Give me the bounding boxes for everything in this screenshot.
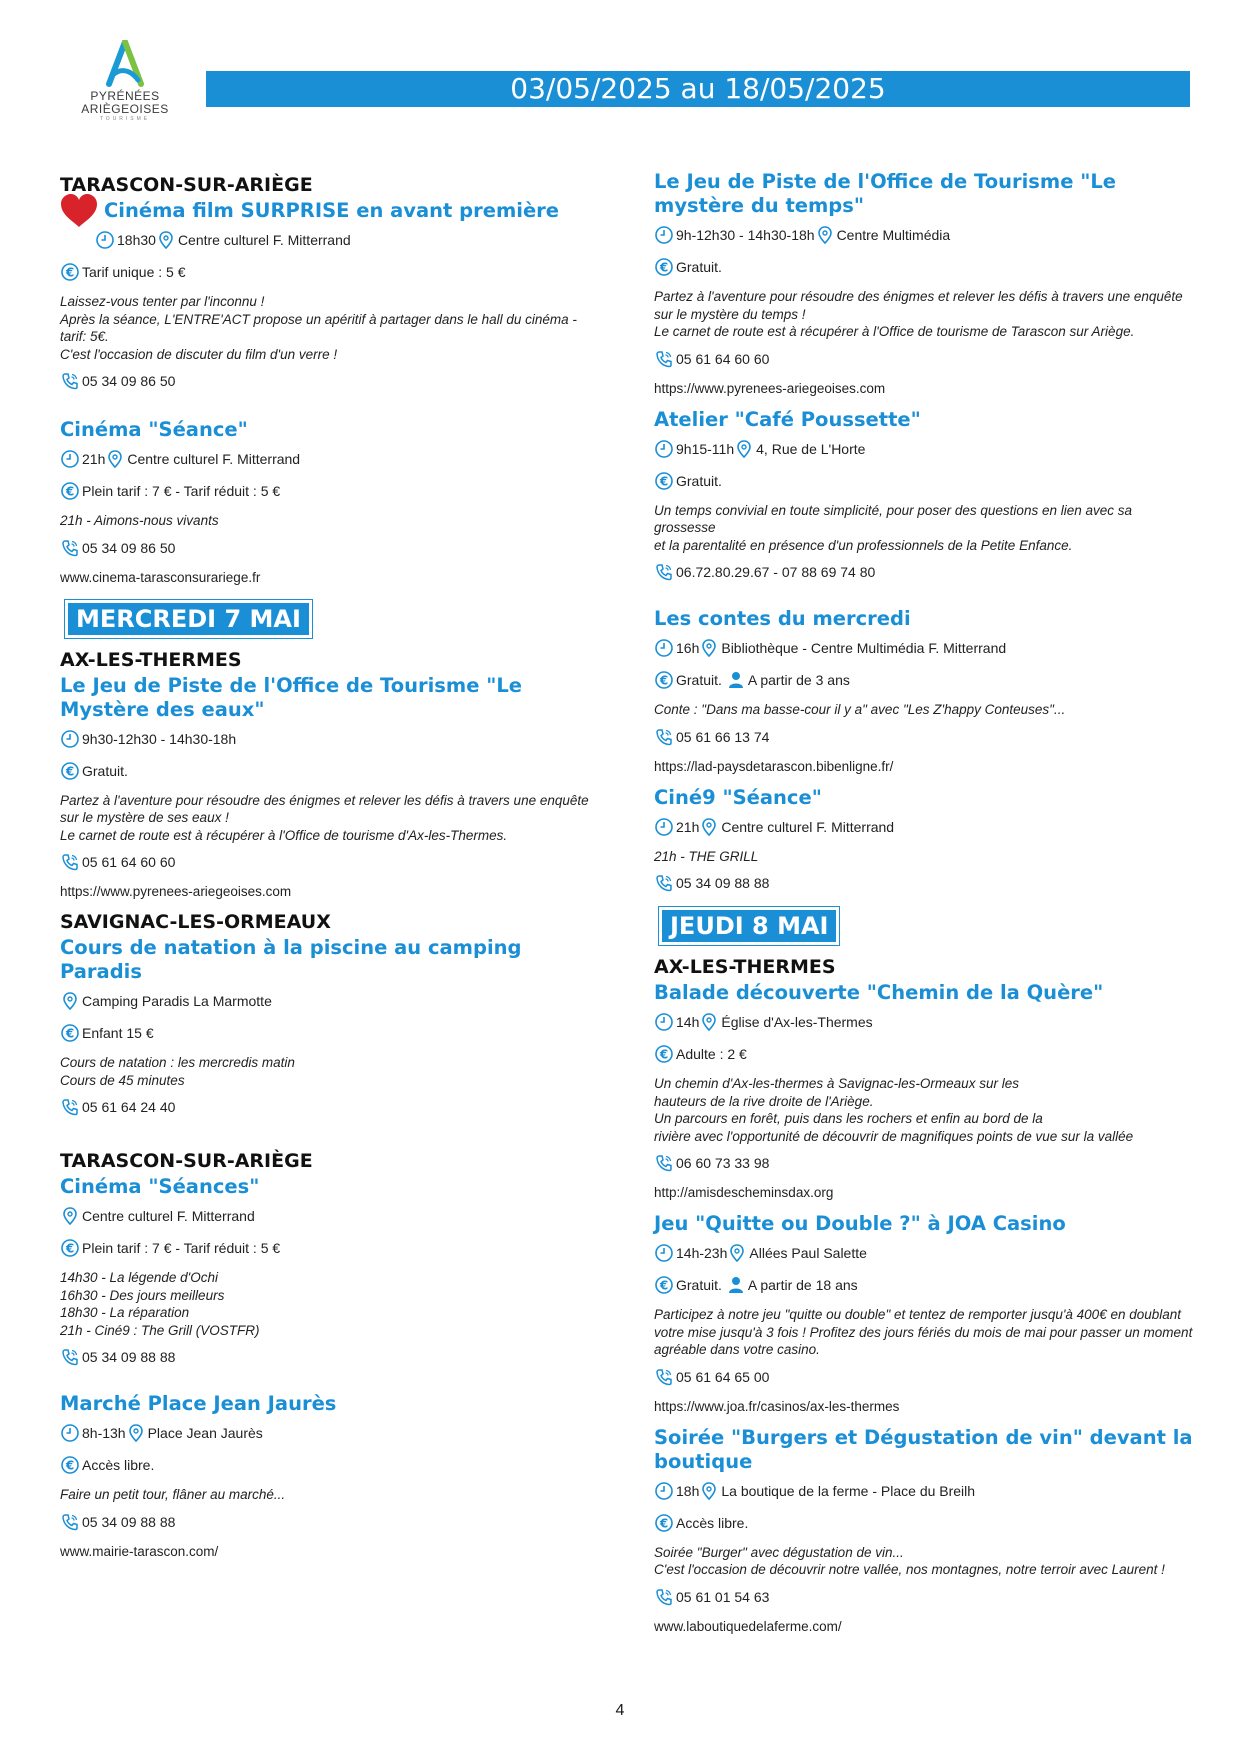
phone-icon [654,727,674,747]
euro-icon [654,1275,674,1295]
event-price [60,1237,605,1259]
location-pin-icon [734,439,754,459]
event-phone [60,1346,605,1368]
desc-line: Cours de 45 minutes [60,1072,185,1088]
event-time-place [654,438,1194,460]
town-heading: TARASCON-SUR-ARIÈGE [60,174,313,196]
desc-line: Un parcours en forêt, puis dans les rochers et enfin au bord de la [654,1111,1043,1126]
age-text: A partir de 18 ans [747,1277,858,1293]
desc-line: agréable dans votre casino. [654,1342,820,1357]
location-pin-icon [105,449,125,469]
event-time: 21h [82,451,106,467]
event-price [654,256,1194,278]
phone-icon [654,562,674,582]
phone-number[interactable]: 05 61 01 54 63 [676,1588,770,1605]
event-phone [60,1096,605,1118]
phone-number[interactable]: 05 61 64 60 60 [676,350,770,367]
event-time-place [60,448,605,470]
location-pin-icon [699,1481,719,1501]
event-title: Le Jeu de Piste de l'Office de Tourisme "Le mystère du temps" [654,170,1117,217]
phone-icon [654,1587,674,1607]
event-phone [60,851,605,873]
event-phone [654,726,1194,748]
event-place: Centre culturel F. Mitterrand [177,232,351,248]
event-description [60,792,605,845]
event-time-place [654,1242,1194,1264]
phone-number[interactable]: 06.72.80.29.67 - 07 88 69 74 80 [676,564,876,580]
price-text: Gratuit. [676,1277,722,1293]
event-phone [654,1152,1194,1174]
desc-line: Un chemin d'Ax-les-thermes à Savignac-les-Ormeaux sur les [654,1076,1019,1091]
event-url[interactable]: https://www.joa.fr/casinos/ax-les-thermes [654,1398,900,1414]
euro-icon [60,1023,80,1043]
event-url[interactable]: www.mairie-tarascon.com/ [60,1543,219,1559]
event-place: Place Jean Jaurès [147,1425,263,1441]
event-title: Jeu "Quitte ou Double ?" à JOA Casino [654,1212,1066,1235]
event-place [60,1205,605,1227]
event-title: Balade découverte "Chemin de la Quère" [654,981,1104,1004]
phone-number[interactable]: 05 34 09 86 50 [82,373,176,389]
desc-line: Un temps convivial en toute simplicité, pour poser des questions en lien avec sa grossesse [654,502,1133,535]
phone-icon [60,852,80,872]
event-time-place [654,1011,1194,1033]
event-place: Église d'Ax-les-Thermes [721,1014,873,1030]
clock-icon [654,1012,674,1032]
heart-icon [59,193,99,229]
event-place: 4, Rue de L'Horte [756,440,866,457]
event-phone [654,561,1194,583]
event-url[interactable]: https://lad-paysdetarascon.bibenligne.fr/ [654,758,894,774]
desc-line: 18h30 - La réparation [60,1305,190,1320]
location-pin-icon [156,230,176,250]
desc-line: Partez à l'aventure pour résoudre des énigmes et relever les défis à travers une enquête [654,289,1183,304]
euro-icon [654,1513,674,1533]
event-price [60,480,605,502]
event-title: Le Jeu de Piste de l'Office de Tourisme "Le Mystère des eaux" [60,673,523,721]
desc-line: 16h30 - Des jours meilleurs [60,1287,225,1303]
phone-number[interactable]: 05 61 66 13 74 [676,728,770,745]
event-description [654,288,1194,341]
right-column [654,170,1194,1646]
euro-icon [654,257,674,277]
event-url[interactable]: www.laboutiquedelaferme.com/ [654,1618,842,1634]
price-text: Enfant 15 € [82,1025,154,1041]
event-place: Allées Paul Salette [749,1245,867,1261]
desc-line: C'est l'occasion de discuter du film d'un verre ! [60,346,338,362]
euro-icon [60,761,80,781]
event-place-text: Centre culturel F. Mitterrand [82,1208,255,1224]
clock-icon [654,1481,674,1501]
price-text: Gratuit. [676,259,722,275]
event-description: Conte : "Dans ma basse-cour il y a" avec "Les Z'happy Conteuses"... [654,702,1066,717]
location-pin-icon [815,225,835,245]
event-price [60,1454,605,1476]
logo-line1: PYRÉNÉES [90,89,160,103]
event-time: 9h15-11h [676,440,735,457]
event-time: 18h30 [117,232,156,248]
event-title-text: Cinéma film SURPRISE en avant première [104,199,560,222]
phone-icon [60,1097,80,1117]
event-price [60,1022,605,1044]
event-price [654,470,1194,492]
desc-line: Le carnet de route est à récupérer à l'Office de tourisme de Tarascon sur Ariège. [654,324,1135,339]
phone-number[interactable]: 05 61 64 60 60 [82,854,176,870]
event-place: Centre culturel F. Mitterrand [127,451,301,467]
event-time-place [95,229,605,251]
event-price [654,1274,1194,1296]
phone-icon [654,1153,674,1173]
event-time: 16h [676,640,700,656]
date-range-banner: 03/05/2025 au 18/05/2025 [206,71,1190,107]
phone-icon [60,538,80,558]
logo-line2: ARIÈGEOISES [81,102,169,116]
person-icon [726,1275,746,1295]
price-text: Tarif unique : 5 € [82,264,186,280]
event-place-text: Camping Paradis La Marmotte [82,993,272,1009]
phone-icon [654,349,674,369]
clock-icon [95,230,115,250]
euro-icon [654,471,674,491]
location-pin-icon [126,1423,146,1443]
desc-line: Cours de natation : les mercredis matin [60,1055,295,1070]
phone-number[interactable]: 05 34 09 88 88 [676,875,770,891]
location-pin-icon [60,991,80,1011]
phone-number[interactable]: 05 34 09 86 50 [82,539,176,556]
clock-icon [60,449,80,469]
event-place: Centre culturel F. Mitterrand [721,818,895,835]
desc-line: Après la séance, L'ENTRE'ACT propose un apéritif à partager dans le hall du cinéma - [60,311,577,327]
desc-line: 21h - Ciné9 : The Grill (VOSTFR) [60,1322,260,1338]
event-phone [60,1511,605,1533]
clock-icon [654,225,674,245]
event-phone [60,537,605,559]
desc-line: sur le mystère du temps ! [654,306,806,322]
event-price [654,1043,1194,1065]
event-description [60,1269,605,1339]
town-heading: AX-LES-THERMES [60,648,242,671]
event-url[interactable]: www.cinema-tarasconsurariege.fr [60,569,261,585]
event-description: 21h - THE GRILL [654,848,759,864]
event-url[interactable]: http://amisdescheminsdax.org [654,1185,834,1200]
event-description [60,293,605,363]
desc-line: tarif: 5€. [60,329,109,344]
event-price [654,669,1194,691]
price-text: Plein tarif : 7 € - Tarif réduit : 5 € [82,483,281,499]
desc-line: Soirée "Burger" avec dégustation de vin... [654,1544,904,1560]
price-text: Accès libre. [676,1514,749,1531]
day-heading: MERCREDI 7 MAI [68,603,309,635]
event-place: Bibliothèque - Centre Multimédia F. Mitterrand [721,640,1007,656]
clock-icon [654,1243,674,1263]
phone-number[interactable]: 05 61 64 24 40 [82,1099,176,1115]
event-title: Soirée "Burgers et Dégustation de vin" devant la boutique [654,1425,1193,1473]
event-description [60,1054,605,1089]
price-text: Adulte : 2 € [676,1046,747,1062]
mountain-logo-icon [103,40,147,90]
age-text: A partir de 3 ans [747,672,850,688]
desc-line: rivière avec l'opportunité de découvrir de magnifiques points de vue sur la vallée [654,1128,1134,1144]
town-heading: SAVIGNAC-LES-ORMEAUX [60,911,331,933]
location-pin-icon [727,1243,747,1263]
price-text: Accès libre. [82,1457,155,1473]
event-phone [654,1586,1194,1608]
desc-line: Le carnet de route est à récupérer à l'Office de tourisme d'Ax-les-Thermes. [60,827,508,843]
phone-number[interactable]: 06 60 73 33 98 [676,1155,770,1171]
euro-icon [60,1238,80,1258]
euro-icon [60,481,80,501]
price-text: Plein tarif : 7 € - Tarif réduit : 5 € [82,1240,281,1256]
event-url[interactable]: https://www.pyrenees-ariegeoises.com [60,884,292,899]
event-title: Ciné9 "Séance" [654,785,822,809]
clock-icon [654,439,674,459]
phone-icon [60,371,80,391]
phone-icon [654,873,674,893]
event-time-place [654,637,1194,659]
event-price [60,760,605,782]
event-description [654,502,1194,555]
desc-line: Laissez-vous tenter par l'inconnu ! [60,294,265,309]
event-time: 21h [676,818,700,835]
event-phone [654,1366,1194,1388]
event-time-place [654,224,1194,246]
event-title: Cinéma "Séances" [60,1175,260,1198]
desc-line: C'est l'occasion de découvrir notre vallée, nos montagnes, notre terroir avec Laurent ! [654,1562,1165,1577]
event-phone [654,348,1194,370]
event-time: 9h-12h30 - 14h30-18h [676,227,815,243]
clock-icon [654,638,674,658]
phone-icon [60,1347,80,1367]
event-url[interactable]: https://www.pyrenees-ariegeoises.com [654,380,886,396]
event-title: Atelier "Café Poussette" [654,407,921,431]
page-number: 4 [615,1702,625,1719]
event-time-place [60,1422,605,1444]
desc-line: Participez à notre jeu "quitte ou double" et tentez de remporter jusqu'à 400€ en doublant [654,1307,1182,1322]
phone-icon [60,1512,80,1532]
desc-line: votre mise jusqu'à 3 fois ! Profitez des jours fériés du mois de mai pour passer un moment [654,1324,1193,1340]
town-heading: TARASCON-SUR-ARIÈGE [60,1150,313,1172]
clock-icon [60,1423,80,1443]
logo-line3: TOURISME [99,116,151,122]
event-title: Cours de natation à la piscine au camping Paradis [60,936,522,983]
location-pin-icon [699,1012,719,1032]
phone-number[interactable]: 05 34 09 88 88 [82,1513,176,1530]
location-pin-icon [60,1206,80,1226]
event-time: 8h-13h [82,1425,126,1441]
event-price [654,1512,1194,1534]
event-description: 21h - Aimons-nous vivants [60,513,219,528]
price-text: Gratuit. [82,762,128,779]
event-description [654,1544,1194,1579]
price-text: Gratuit. [676,472,722,489]
event-place: Centre Multimédia [836,227,951,243]
phone-number[interactable]: 05 34 09 88 88 [82,1349,176,1365]
euro-icon [60,1455,80,1475]
day-heading: JEUDI 8 MAI [662,910,836,942]
left-column [60,174,605,1571]
clock-icon [654,817,674,837]
clock-icon [60,729,80,749]
event-title: Les contes du mercredi [654,607,911,630]
phone-number[interactable]: 05 61 64 65 00 [676,1368,770,1385]
desc-line: 14h30 - La légende d'Ochi [60,1270,218,1285]
location-pin-icon [699,638,719,658]
event-phone [60,370,605,392]
euro-icon [654,670,674,690]
event-description: Faire un petit tour, flâner au marché... [60,1487,286,1502]
location-pin-icon [699,817,719,837]
person-icon [726,670,746,690]
event-time: 14h [676,1014,700,1030]
event-description [654,1075,1194,1145]
desc-line: hauteurs de la rive droite de l'Ariège. [654,1093,874,1109]
desc-line: Partez à l'aventure pour résoudre des énigmes et relever les défis à travers une enquête [60,792,589,808]
event-time-text: 9h30-12h30 - 14h30-18h [82,730,237,747]
event-description [654,1306,1194,1359]
town-heading: AX-LES-THERMES [654,956,836,978]
event-title: Marché Place Jean Jaurès [60,1392,337,1415]
desc-line: sur le mystère de ses eaux ! [60,810,229,825]
event-place [60,990,605,1012]
event-time-place [654,1480,1194,1502]
euro-icon [654,1044,674,1064]
event-time: 14h-23h [676,1245,728,1261]
price-text: Gratuit. [676,672,722,688]
event-price [60,261,605,283]
desc-line: et la parentalité en présence d'un professionnels de la Petite Enfance. [654,537,1073,553]
event-time [60,728,605,750]
event-phone [654,872,1194,894]
event-time: 18h [676,1482,700,1499]
event-title [59,199,605,223]
logo [70,40,180,122]
euro-icon [60,262,80,282]
event-place: La boutique de la ferme - Place du Breilh [721,1482,976,1499]
phone-icon [654,1367,674,1387]
event-title: Cinéma "Séance" [60,418,248,441]
event-time-place [654,816,1194,838]
